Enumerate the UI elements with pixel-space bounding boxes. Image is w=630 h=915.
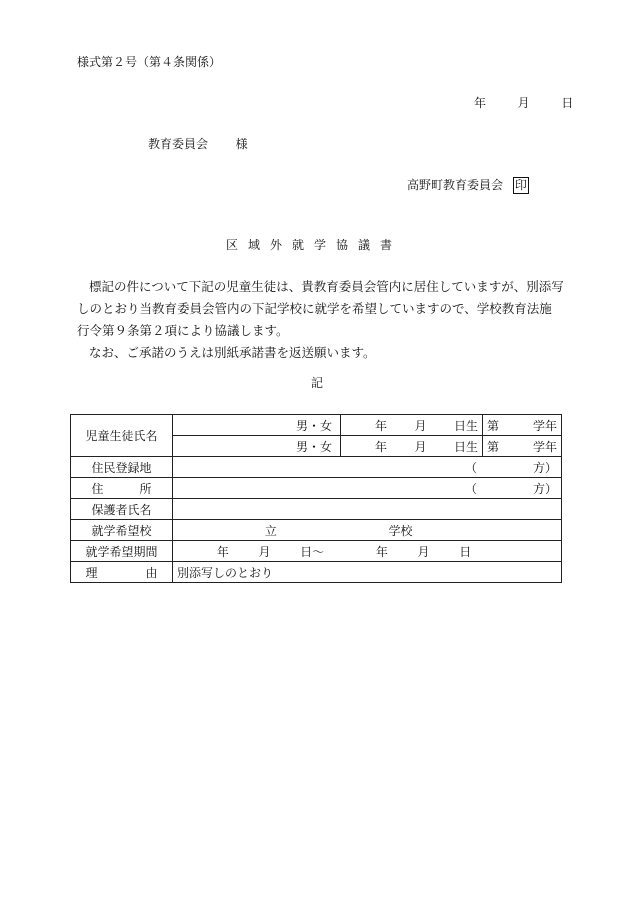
birth-year: 年 xyxy=(375,418,388,433)
table-row-student-1 xyxy=(71,415,562,436)
birth-day: 日生 xyxy=(453,418,478,433)
grade-suffix: 学年 xyxy=(532,418,557,433)
seal-mark: 印 xyxy=(514,178,527,192)
grade-prefix: 第 xyxy=(487,418,500,433)
paren-close: 方） xyxy=(532,481,557,496)
body-text xyxy=(77,276,564,364)
date-month: 月 xyxy=(517,96,530,110)
birth-day: 日生 xyxy=(453,439,478,454)
period-month-2: 月 xyxy=(417,544,430,559)
paren-open: （ xyxy=(464,481,477,496)
period-day-2: 日 xyxy=(459,544,472,559)
recipient-org: 教育委員会 xyxy=(148,137,209,151)
table-row-school xyxy=(71,520,562,541)
form-number: 様式第２号（第４条関係） xyxy=(77,55,222,69)
table-row-reason xyxy=(71,562,562,583)
ki-heading: 記 xyxy=(311,376,324,390)
date-day: 日 xyxy=(561,96,574,110)
body-paragraph-2: なお、ご承諾のうえは別紙承諾書を返送願います。 xyxy=(89,345,376,360)
birth-cell xyxy=(341,415,483,436)
address-label: 住 所 xyxy=(71,478,173,499)
birth-month: 月 xyxy=(414,418,427,433)
period-label: 就学希望期間 xyxy=(71,541,173,562)
birth-year: 年 xyxy=(375,439,388,454)
sender-org: 高野町教育委員会 xyxy=(407,178,504,192)
table-row-registry xyxy=(71,457,562,478)
registry-label: 住民登録地 xyxy=(71,457,173,478)
student-name-label: 児童生徒氏名 xyxy=(71,415,173,457)
grade-suffix: 学年 xyxy=(532,439,557,454)
school-public: 立 xyxy=(264,523,277,538)
birth-month: 月 xyxy=(414,439,427,454)
paren-open: （ xyxy=(464,460,477,475)
document-title: 区域外就学協議書 xyxy=(226,238,403,252)
recipient xyxy=(148,135,248,152)
sender xyxy=(407,176,529,194)
school-label: 就学希望校 xyxy=(71,520,173,541)
info-table xyxy=(70,414,562,583)
table-row-address xyxy=(71,478,562,499)
address-value xyxy=(173,478,562,499)
body-paragraph-1: 標記の件について下記の児童生徒は、貴教育委員会管内に居住していますが、別添写しのとおり当教育委員会管内の下記学校に就学を希望していますので、学校教育法施行令第９条第２項により協議します。 xyxy=(77,279,564,338)
gender-cell: 男・女 xyxy=(173,415,341,436)
guardian-value xyxy=(173,499,562,520)
grade-prefix: 第 xyxy=(487,439,500,454)
paren-close: 方） xyxy=(532,460,557,475)
school-suffix: 学校 xyxy=(388,523,413,538)
birth-cell xyxy=(341,436,483,457)
table-row-period xyxy=(71,541,562,562)
period-month-1: 月 xyxy=(258,544,271,559)
reason-label: 理 由 xyxy=(71,562,173,583)
period-year-2: 年 xyxy=(375,544,388,559)
period-day-1: 日～ xyxy=(300,544,325,559)
registry-value xyxy=(173,457,562,478)
grade-cell xyxy=(483,436,562,457)
grade-cell xyxy=(483,415,562,436)
guardian-label: 保護者氏名 xyxy=(71,499,173,520)
table-row-guardian xyxy=(71,499,562,520)
reason-value: 別添写しのとおり xyxy=(173,562,562,583)
date-year: 年 xyxy=(474,96,487,110)
recipient-honorific: 様 xyxy=(235,137,248,151)
period-value xyxy=(173,541,562,562)
period-year-1: 年 xyxy=(216,544,229,559)
gender-cell: 男・女 xyxy=(173,436,341,457)
school-value xyxy=(173,520,562,541)
date-line xyxy=(474,94,573,111)
